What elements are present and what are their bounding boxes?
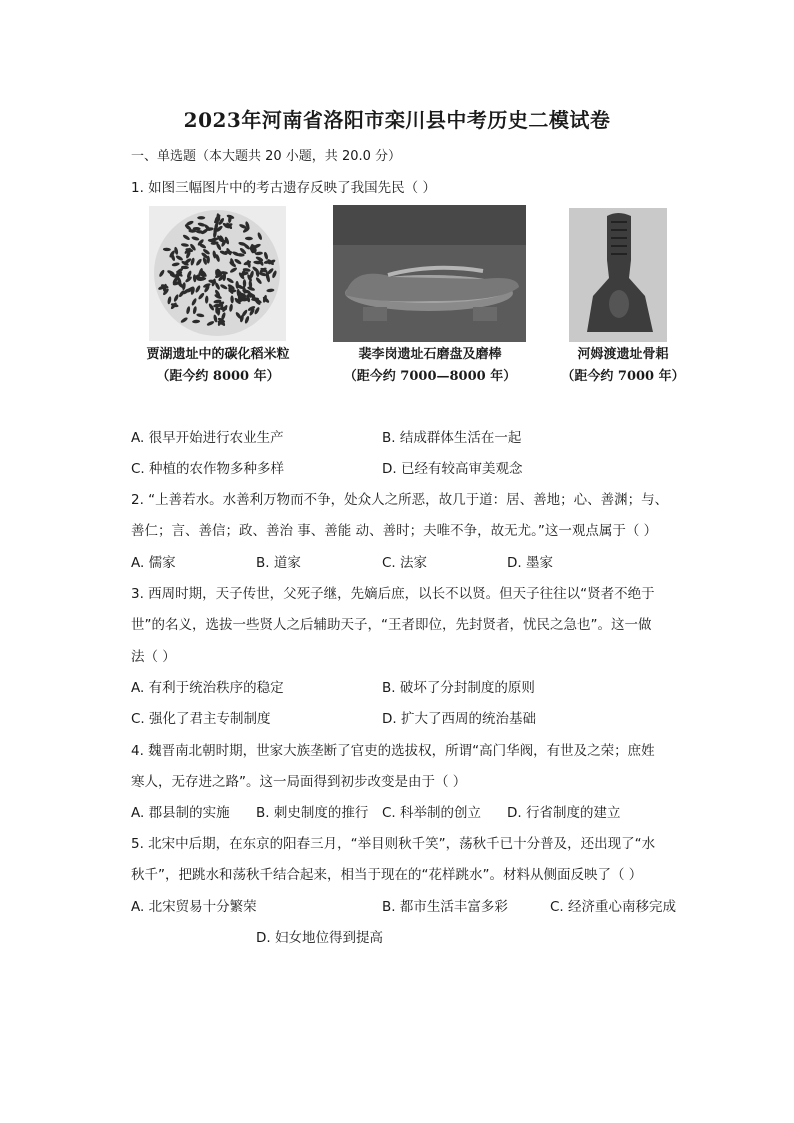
question-2-line-2: 善仁；言、善信；政、善治 事、善能 动、善时；夫唯不争，故无尤。”这一观点属于（ ） bbox=[131, 523, 658, 539]
image-3-date: （距今约 7000 年） bbox=[561, 369, 685, 384]
image-3-title: 河姆渡遗址骨耜 bbox=[577, 347, 669, 362]
q3-option-c[interactable]: C. 强化了君主专制制度 bbox=[131, 711, 271, 727]
image-1-title: 贾湖遗址中的碳化稻米粒 bbox=[146, 347, 290, 362]
q1-option-d[interactable]: D. 已经有较高审美观念 bbox=[382, 461, 523, 477]
q2-option-b[interactable]: B. 道家 bbox=[256, 555, 301, 571]
image-2-date: （距今约 7000—8000 年） bbox=[343, 369, 517, 384]
image-1-date: （距今约 8000 年） bbox=[156, 369, 280, 384]
q5-option-d[interactable]: D. 妇女地位得到提高 bbox=[256, 930, 383, 946]
bone-spade-image bbox=[569, 208, 667, 342]
question-1-stem: 1. 如图三幅图片中的考古遗存反映了我国先民（ ） bbox=[131, 180, 436, 196]
question-4-line-1: 4. 魏晋南北朝时期，世家大族垄断了官吏的选拔权，所谓“高门华阀，有世及之荣；庶姓 bbox=[131, 743, 655, 759]
q4-option-d[interactable]: D. 行省制度的建立 bbox=[507, 805, 621, 821]
q5-option-a[interactable]: A. 北宋贸易十分繁荣 bbox=[131, 899, 257, 915]
q1-option-b[interactable]: B. 结成群体生活在一起 bbox=[382, 430, 522, 446]
question-3-line-1: 3. 西周时期，天子传世，父死子继，先嫡后庶，以长不以贤。但天子往往以“贤者不绝于 bbox=[131, 586, 655, 602]
q3-option-d[interactable]: D. 扩大了西周的统治基础 bbox=[382, 711, 536, 727]
question-3-line-3: 法（ ） bbox=[131, 649, 176, 665]
question-5-line-1: 5. 北宋中后期，在东京的阳春三月，“举目则秋千笑”，荡秋千已十分普及，还出现了“水 bbox=[131, 836, 656, 852]
section-heading: 一、单选题（本大题共 20 小题，共 20.0 分） bbox=[131, 149, 402, 164]
q4-option-a[interactable]: A. 郡县制的实施 bbox=[131, 805, 230, 821]
q2-option-a[interactable]: A. 儒家 bbox=[131, 555, 176, 571]
q1-option-a[interactable]: A. 很早开始进行农业生产 bbox=[131, 430, 284, 446]
image-1-caption bbox=[118, 344, 318, 388]
image-3-caption bbox=[548, 344, 698, 388]
q3-option-b[interactable]: B. 破坏了分封制度的原则 bbox=[382, 680, 535, 696]
image-2-title: 裴李岗遗址石磨盘及磨棒 bbox=[358, 347, 502, 362]
q5-option-c[interactable]: C. 经济重心南移完成 bbox=[550, 899, 677, 915]
q1-option-c[interactable]: C. 种植的农作物多种多样 bbox=[131, 461, 285, 477]
q2-option-c[interactable]: C. 法家 bbox=[382, 555, 428, 571]
q4-option-c[interactable]: C. 科举制的创立 bbox=[382, 805, 482, 821]
rice-grain bbox=[197, 216, 205, 219]
q3-option-a[interactable]: A. 有利于统治秩序的稳定 bbox=[131, 680, 284, 696]
grinding-stone-image bbox=[333, 205, 526, 342]
q2-option-d[interactable]: D. 墨家 bbox=[507, 555, 553, 571]
page-title: 2023年河南省洛阳市栾川县中考历史二模试卷 bbox=[183, 108, 611, 132]
question-4-line-2: 寒人，无存进之路”。这一局面得到初步改变是由于（ ） bbox=[131, 774, 467, 790]
q5-option-b[interactable]: B. 都市生活丰富多彩 bbox=[382, 899, 508, 915]
q4-option-b[interactable]: B. 刺史制度的推行 bbox=[256, 805, 369, 821]
question-2-line-1: 2. “上善若水。水善利万物而不争，处众人之所恶，故几于道：居、善地；心、善渊；与、 bbox=[131, 492, 669, 508]
question-5-line-2: 秋千”，把跳水和荡秋千结合起来，相当于现在的“花样跳水”。材料从侧面反映了（ ） bbox=[131, 867, 643, 883]
question-3-line-2: 世”的名义，选拔一些贤人之后辅助天子，“王者即位，先封贤者，忧民之急也”。这一做 bbox=[131, 617, 652, 633]
image-2-caption bbox=[330, 344, 530, 388]
rice-grains-image bbox=[149, 206, 286, 341]
